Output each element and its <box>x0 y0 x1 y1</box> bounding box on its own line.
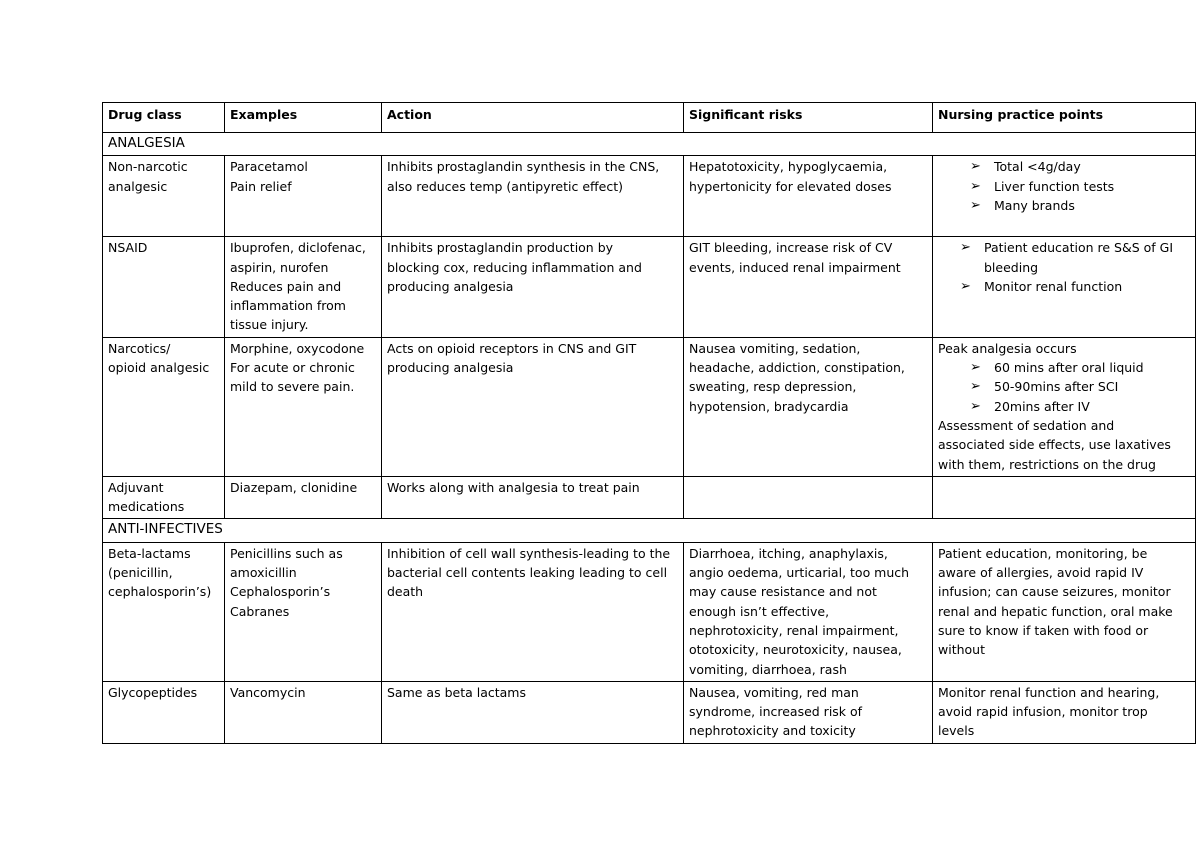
cell-line: Hepatotoxicity, hypoglycaemia, <box>689 159 888 175</box>
cell-line: cephalosporin’s) <box>108 584 212 600</box>
cell-drug-class <box>103 476 225 519</box>
cell-line: vomiting, diarrhoea, rash <box>689 661 847 677</box>
cell-line: Penicillins such as <box>230 545 343 561</box>
cell-line: blocking cox, reducing inflammation and <box>387 259 642 275</box>
cell-action <box>382 237 684 337</box>
bullet-text: Liver function tests <box>994 178 1115 194</box>
cell-nursing-points <box>933 337 1196 476</box>
cell-line: nephrotoxicity, renal impairment, <box>689 622 899 638</box>
cell-line: hypotension, bradycardia <box>689 398 849 414</box>
bullet-text: Many brands <box>994 197 1075 213</box>
cell-drug-class <box>103 542 225 681</box>
cell-line: hypertonicity for elevated doses <box>689 178 892 194</box>
cell-line: aware of allergies, avoid rapid IV <box>938 565 1144 581</box>
cell-line: enough isn’t effective, <box>689 603 830 619</box>
bullet-item <box>970 177 1190 196</box>
bullet-item <box>970 377 1190 396</box>
cell-line: sure to know if taken with food or <box>938 622 1149 638</box>
cell-risks <box>684 542 933 681</box>
cell-line: Diazepam, clonidine <box>230 479 358 495</box>
cell-nursing-points <box>933 156 1196 237</box>
header-action: Action <box>382 103 684 133</box>
cell-line: Nausea, vomiting, red man <box>689 684 859 700</box>
cell-line: Cabranes <box>230 603 290 619</box>
table-header-row <box>103 103 1196 133</box>
cell-line: sweating, resp depression, <box>689 379 857 395</box>
arrow-bullet-icon: ➢ <box>960 240 971 256</box>
arrow-bullet-icon: ➢ <box>970 360 981 376</box>
cell-line: infusion; can cause seizures, monitor <box>938 584 1171 600</box>
cell-risks <box>684 156 933 237</box>
cell-drug-class <box>103 156 225 237</box>
bullet-item <box>970 358 1190 377</box>
cell-line: bacterial cell contents leaking leading to cell <box>387 565 668 581</box>
cell-line: Reduces pain and <box>230 278 342 294</box>
cell-line: For acute or chronic <box>230 360 355 376</box>
bullet-item <box>960 277 1190 296</box>
cell-line: death <box>387 584 424 600</box>
cell-action <box>382 476 684 519</box>
bullet-list <box>938 358 1190 416</box>
bullet-text: Total <4g/day <box>994 159 1081 175</box>
cell-line: amoxicillin <box>230 565 297 581</box>
arrow-bullet-icon: ➢ <box>970 197 981 213</box>
cell-line: producing analgesia <box>387 360 514 376</box>
cell-line: Same as beta lactams <box>387 684 526 700</box>
cell-action <box>382 337 684 476</box>
cell-line: Acts on opioid receptors in CNS and GIT <box>387 340 637 356</box>
header-drug-class: Drug class <box>103 103 225 133</box>
cell-line: with them, restrictions on the drug <box>938 456 1156 472</box>
cell-line: NSAID <box>108 240 148 256</box>
cell-risks <box>684 681 933 743</box>
cell-line: Peak analgesia occurs <box>938 340 1077 356</box>
header-nursing-practice-points: Nursing practice points <box>933 103 1196 133</box>
table-row-narcotics <box>103 337 1196 476</box>
cell-line: (penicillin, <box>108 565 173 581</box>
cell-line: Inhibits prostaglandin production by <box>387 240 614 256</box>
arrow-bullet-icon: ➢ <box>960 278 971 294</box>
arrow-bullet-icon: ➢ <box>970 159 981 175</box>
cell-line: producing analgesia <box>387 278 514 294</box>
cell-action <box>382 156 684 237</box>
cell-examples <box>225 476 382 519</box>
section-row-analgesia <box>103 133 1196 156</box>
cell-line: nephrotoxicity and toxicity <box>689 723 856 739</box>
cell-line: Non-narcotic <box>108 159 188 175</box>
cell-line: Patient education, monitoring, be <box>938 545 1148 561</box>
arrow-bullet-icon: ➢ <box>970 379 981 395</box>
cell-line: may cause resistance and not <box>689 584 877 600</box>
cell-line: avoid rapid infusion, monitor trop <box>938 704 1148 720</box>
header-significant-risks: Significant risks <box>684 103 933 133</box>
cell-line: Narcotics/ <box>108 340 171 356</box>
cell-line: without <box>938 642 985 658</box>
bullet-text: 60 mins after oral liquid <box>994 360 1144 376</box>
cell-line: Cephalosporin’s <box>230 584 331 600</box>
cell-line: renal and hepatic function, oral make <box>938 603 1173 619</box>
cell-line: Vancomycin <box>230 684 306 700</box>
cell-line: associated side effects, use laxatives <box>938 437 1171 453</box>
bullet-item <box>970 196 1190 215</box>
cell-drug-class <box>103 237 225 337</box>
cell-line: Inhibition of cell wall synthesis-leading to the <box>387 545 671 561</box>
cell-line: inflammation from <box>230 298 346 314</box>
cell-nursing-points <box>933 237 1196 337</box>
cell-line: Pain relief <box>230 178 292 194</box>
cell-risks <box>684 337 933 476</box>
cell-nursing-points <box>933 681 1196 743</box>
bullet-text: 20mins after IV <box>994 398 1090 414</box>
table-row-adjuvant <box>103 476 1196 519</box>
bullet-item <box>970 397 1190 416</box>
bullet-text: 50-90mins after SCI <box>994 379 1119 395</box>
cell-line: angio oedema, urticarial, too much <box>689 565 910 581</box>
cell-examples <box>225 156 382 237</box>
cell-line: Glycopeptides <box>108 684 198 700</box>
cell-drug-class <box>103 681 225 743</box>
cell-line: mild to severe pain. <box>230 379 355 395</box>
cell-line: medications <box>108 499 185 515</box>
bullet-list <box>938 157 1190 215</box>
section-heading-analgesia: ANALGESIA <box>103 133 1196 156</box>
cell-line: Adjuvant <box>108 479 164 495</box>
header-examples: Examples <box>225 103 382 133</box>
bullet-item <box>970 157 1190 176</box>
section-row-anti-infectives <box>103 519 1196 542</box>
cell-line: opioid analgesic <box>108 360 210 376</box>
cell-line: analgesic <box>108 178 168 194</box>
table-row-non-narcotic <box>103 156 1196 237</box>
cell-line: tissue injury. <box>230 317 309 333</box>
cell-line: ototoxicity, neurotoxicity, nausea, <box>689 642 902 658</box>
cell-line: Morphine, oxycodone <box>230 340 365 356</box>
cell-line: Works along with analgesia to treat pain <box>387 479 640 495</box>
bullet-text: Monitor renal function <box>984 278 1123 294</box>
cell-examples <box>225 237 382 337</box>
cell-line: GIT bleeding, increase risk of CV <box>689 240 893 256</box>
cell-examples <box>225 542 382 681</box>
cell-line: Diarrhoea, itching, anaphylaxis, <box>689 545 888 561</box>
cell-action <box>382 681 684 743</box>
cell-line: events, induced renal impairment <box>689 259 901 275</box>
drug-classes-table <box>102 102 1196 744</box>
cell-nursing-points-empty <box>933 476 1196 519</box>
cell-risks-empty <box>684 476 933 519</box>
cell-line: Inhibits prostaglandin synthesis in the CNS, <box>387 159 660 175</box>
cell-line: Beta-lactams <box>108 545 191 561</box>
cell-line: Assessment of sedation and <box>938 417 1115 433</box>
table-row-glycopeptides <box>103 681 1196 743</box>
cell-action <box>382 542 684 681</box>
bullet-list <box>938 238 1190 296</box>
table-row-nsaid <box>103 237 1196 337</box>
cell-risks <box>684 237 933 337</box>
cell-line: Monitor renal function and hearing, <box>938 684 1160 700</box>
arrow-bullet-icon: ➢ <box>970 398 981 414</box>
cell-examples <box>225 681 382 743</box>
cell-line: Nausea vomiting, sedation, <box>689 340 861 356</box>
cell-line: headache, addiction, constipation, <box>689 360 905 376</box>
cell-nursing-points <box>933 542 1196 681</box>
table-row-beta-lactams <box>103 542 1196 681</box>
cell-line: Paracetamol <box>230 159 308 175</box>
cell-examples <box>225 337 382 476</box>
cell-line: levels <box>938 723 975 739</box>
bullet-text: Patient education re S&S of GI bleeding <box>984 240 1174 275</box>
cell-line: aspirin, nurofen <box>230 259 329 275</box>
cell-line: also reduces temp (antipyretic effect) <box>387 178 623 194</box>
cell-line: Ibuprofen, diclofenac, <box>230 240 366 256</box>
section-heading-anti-infectives: ANTI-INFECTIVES <box>103 519 1196 542</box>
bullet-item <box>960 238 1190 277</box>
arrow-bullet-icon: ➢ <box>970 178 981 194</box>
cell-drug-class <box>103 337 225 476</box>
cell-line: syndrome, increased risk of <box>689 704 863 720</box>
